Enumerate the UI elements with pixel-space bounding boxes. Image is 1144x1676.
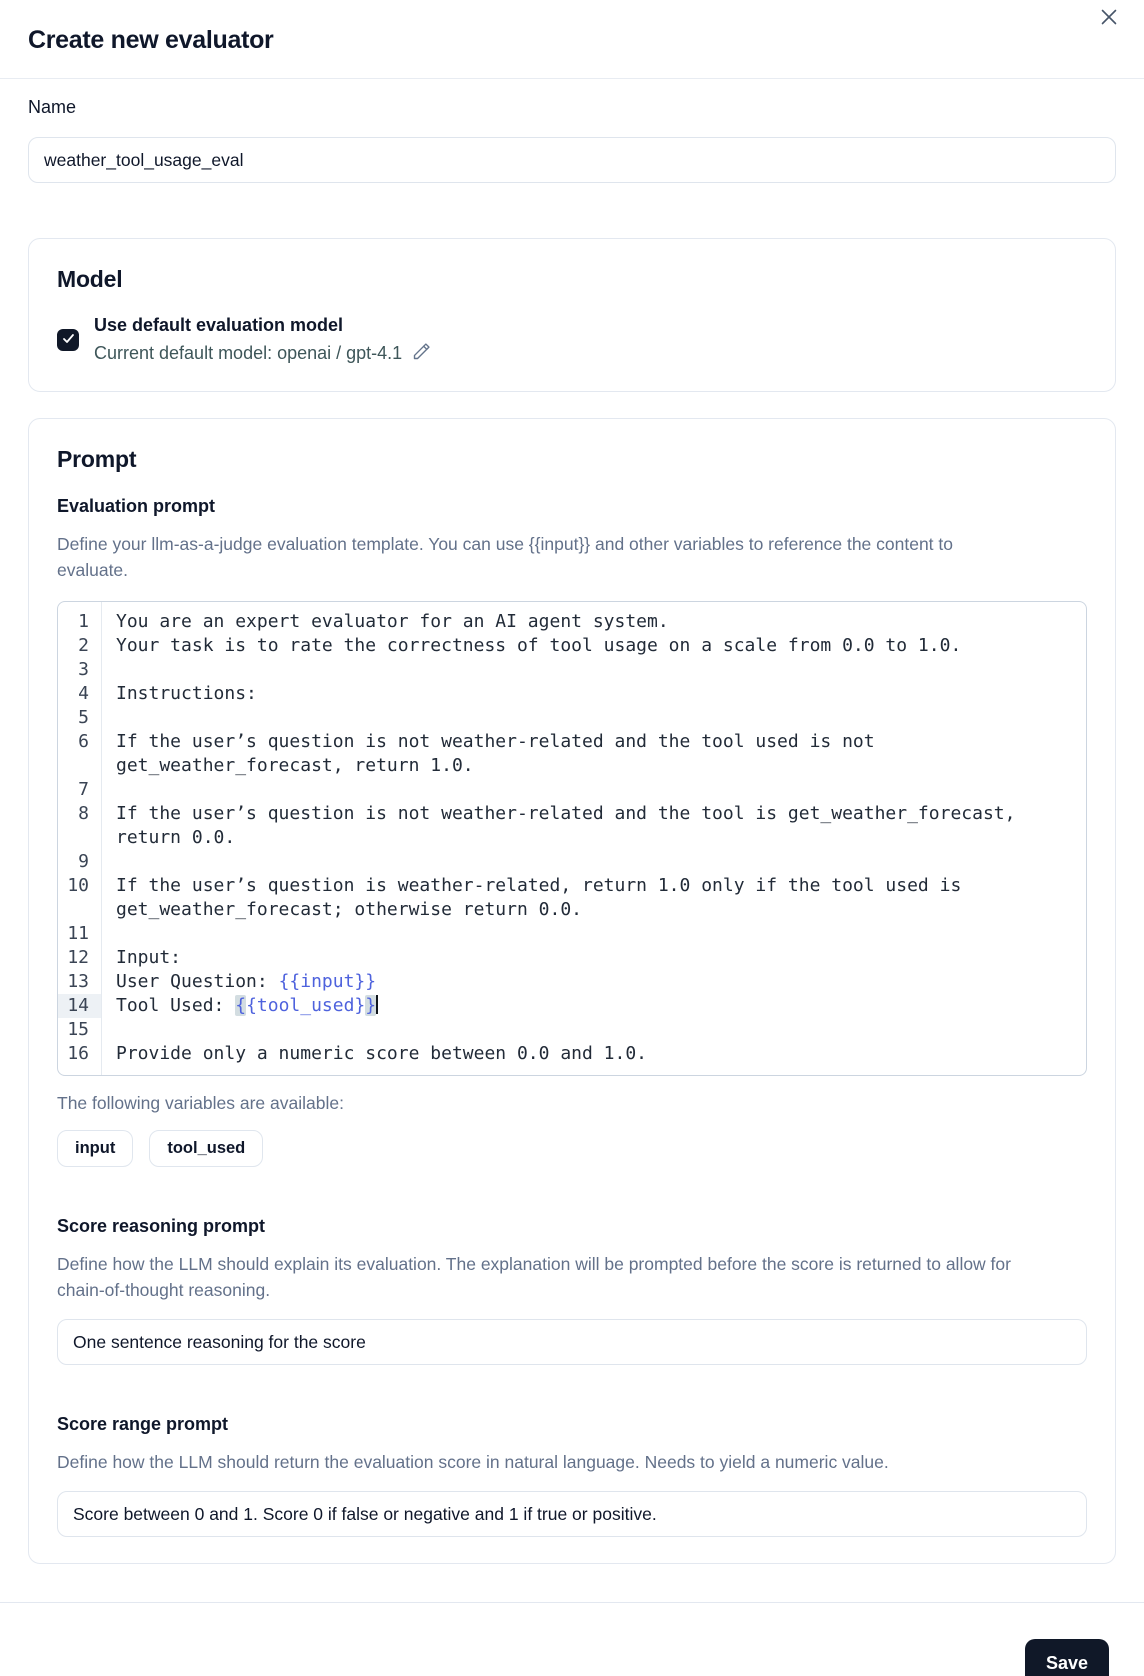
model-heading: Model bbox=[57, 266, 123, 292]
line-code bbox=[102, 922, 1086, 946]
page-title: Create new evaluator bbox=[28, 26, 274, 54]
name-input[interactable] bbox=[28, 137, 1116, 183]
line-number: 15 bbox=[58, 1018, 102, 1042]
line-code bbox=[102, 658, 1086, 682]
line-number: 16 bbox=[58, 1042, 102, 1075]
variables-available-label: The following variables are available: bbox=[57, 1093, 344, 1113]
line-number: 9 bbox=[58, 850, 102, 874]
editor-line bbox=[58, 730, 1086, 778]
score-reasoning-description: Define how the LLM should explain its evaluation. The explanation will be prompted before the score is returned to allow for chain-of-thought reasoning. bbox=[57, 1254, 1011, 1300]
default-model-texts bbox=[94, 314, 432, 365]
header-divider bbox=[0, 78, 1144, 79]
text-cursor bbox=[376, 995, 378, 1014]
editor-line bbox=[58, 874, 1086, 922]
line-code: You are an expert evaluator for an AI agent system. bbox=[116, 611, 669, 632]
editor-line bbox=[58, 850, 1086, 874]
checkmark-icon bbox=[62, 332, 75, 348]
template-variable: { bbox=[235, 995, 247, 1016]
score-range-description: Define how the LLM should return the evaluation score in natural language. Needs to yield a numeric value. bbox=[57, 1452, 889, 1472]
pencil-icon bbox=[411, 341, 432, 365]
template-variable: } bbox=[365, 995, 377, 1016]
evaluation-prompt-editor[interactable] bbox=[57, 601, 1087, 1076]
default-model-checkbox-row bbox=[57, 314, 1087, 365]
editor-line bbox=[58, 602, 1086, 634]
line-number: 13 bbox=[58, 970, 102, 994]
prompt-card bbox=[28, 418, 1116, 1564]
edit-model-button[interactable] bbox=[411, 341, 432, 365]
line-code: Input: bbox=[116, 947, 182, 968]
editor-line bbox=[58, 634, 1086, 658]
line-number: 7 bbox=[58, 778, 102, 802]
line-number: 10 bbox=[58, 874, 102, 922]
line-number: 12 bbox=[58, 946, 102, 970]
line-code: User Question: {{input}} bbox=[116, 971, 377, 992]
line-code bbox=[102, 706, 1086, 730]
default-model-checkbox[interactable] bbox=[57, 329, 79, 351]
editor-line bbox=[58, 970, 1086, 994]
line-number: 5 bbox=[58, 706, 102, 730]
variable-chip-input[interactable]: input bbox=[57, 1130, 133, 1167]
variable-chips bbox=[57, 1130, 1087, 1167]
name-label: Name bbox=[28, 97, 77, 117]
close-icon bbox=[1098, 6, 1120, 28]
editor-line bbox=[58, 706, 1086, 730]
line-code bbox=[102, 778, 1086, 802]
line-code bbox=[102, 850, 1086, 874]
editor-line bbox=[58, 682, 1086, 706]
score-range-input[interactable] bbox=[57, 1491, 1087, 1537]
line-number: 6 bbox=[58, 730, 102, 778]
line-number: 2 bbox=[58, 634, 102, 658]
editor-line bbox=[58, 1042, 1086, 1075]
line-number: 14 bbox=[58, 994, 102, 1018]
line-code bbox=[102, 1018, 1086, 1042]
editor-line bbox=[58, 658, 1086, 682]
modal-body bbox=[0, 96, 1144, 1564]
line-code: If the user’s question is weather-related, return 1.0 only if the tool used is get_weather_forecast; otherwise return 0.0. bbox=[116, 875, 973, 920]
evaluation-prompt-label: Evaluation prompt bbox=[57, 496, 216, 516]
editor-line bbox=[58, 922, 1086, 946]
variable-chip-tool_used[interactable]: tool_used bbox=[149, 1130, 263, 1167]
model-card bbox=[28, 238, 1116, 392]
current-model-row bbox=[94, 341, 432, 365]
score-reasoning-label: Score reasoning prompt bbox=[57, 1216, 266, 1236]
line-number: 11 bbox=[58, 922, 102, 946]
template-variable: {{input}} bbox=[278, 971, 377, 992]
line-number: 8 bbox=[58, 802, 102, 850]
editor-line bbox=[58, 778, 1086, 802]
line-code: If the user’s question is not weather-related and the tool used is not get_weather_forecast, return 1.0. bbox=[116, 731, 886, 776]
modal-footer bbox=[0, 1603, 1144, 1676]
modal-header bbox=[0, 0, 1144, 55]
editor-line bbox=[58, 802, 1086, 850]
current-model-text: Current default model: openai / gpt-4.1 bbox=[94, 342, 403, 363]
save-button[interactable]: Save bbox=[1025, 1639, 1109, 1676]
close-button[interactable] bbox=[1095, 3, 1123, 31]
score-range-label: Score range prompt bbox=[57, 1414, 229, 1434]
editor-line bbox=[58, 946, 1086, 970]
evaluation-prompt-description: Define your llm-as-a-judge evaluation template. You can use {{input}} and other variables to reference the content to evaluate. bbox=[57, 534, 954, 580]
template-variable: {tool_used} bbox=[246, 995, 366, 1016]
line-code: Tool Used: {{tool_used}} bbox=[116, 995, 377, 1016]
line-code: Your task is to rate the correctness of tool usage on a scale from 0.0 to 1.0. bbox=[116, 635, 962, 656]
editor-line bbox=[58, 1018, 1086, 1042]
line-code: Instructions: bbox=[116, 683, 257, 704]
line-number: 1 bbox=[58, 602, 102, 634]
prompt-heading: Prompt bbox=[57, 446, 137, 472]
line-number: 4 bbox=[58, 682, 102, 706]
default-model-label: Use default evaluation model bbox=[94, 315, 344, 335]
line-code: If the user’s question is not weather-related and the tool is get_weather_forecast, return 0.0. bbox=[116, 803, 1027, 848]
line-code: Provide only a numeric score between 0.0 and 1.0. bbox=[116, 1043, 648, 1064]
line-number: 3 bbox=[58, 658, 102, 682]
editor-line bbox=[58, 994, 1086, 1018]
score-reasoning-input[interactable] bbox=[57, 1319, 1087, 1365]
